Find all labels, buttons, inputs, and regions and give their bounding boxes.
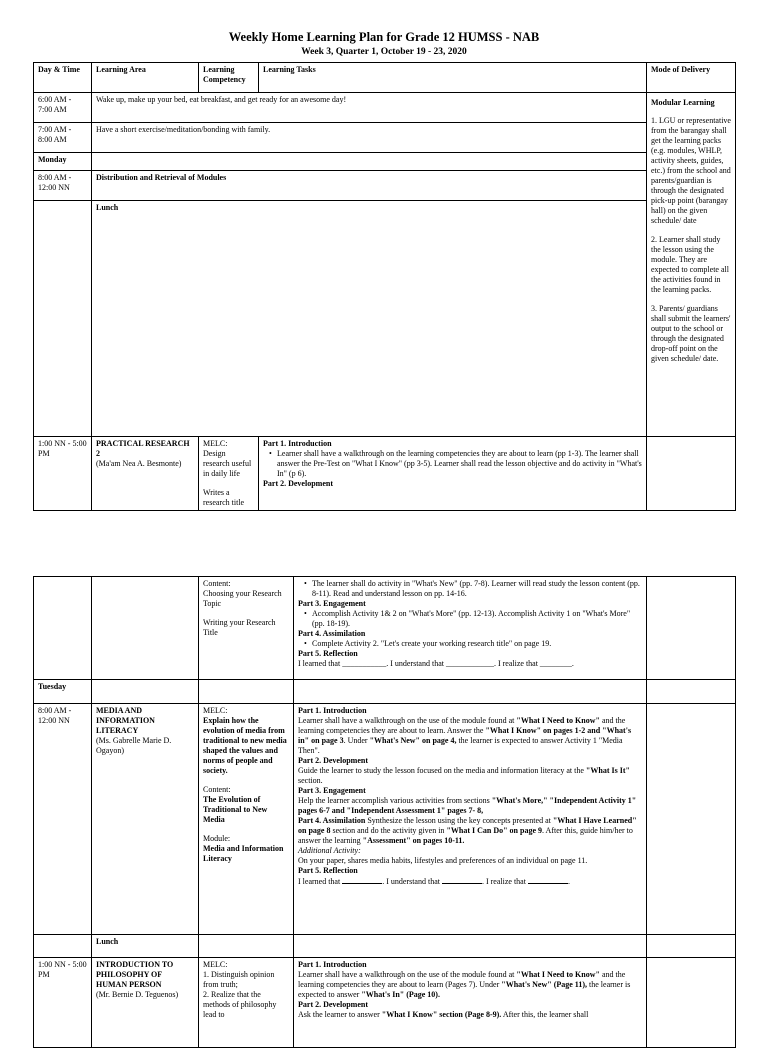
mode-step-3: 3. Parents/ guardians shall submit the learners' output to the school or through the designated drop-off point on the given schedule/ date. (651, 304, 731, 363)
teacher-name: (Ms. Gabrelle Marie D. Ogayon) (96, 736, 172, 755)
module-label: Module: (203, 834, 231, 843)
row-media-literacy (34, 704, 736, 935)
part-title: Part 2. Development (263, 479, 333, 488)
task-bullet: • Learner shall have a walkthrough on the learning competencies they are about to learn (pp 1-3). The learner shall answer the Pre-Test on "What I Know" (pp 3-5). Learner shall read the lesson objective and do activity in "What's In" (p 6). (269, 449, 642, 478)
lunch-label: Lunch (92, 201, 647, 437)
part-title: Part 5. Reflection (298, 866, 358, 875)
part-title: Part 1. Introduction (298, 706, 367, 715)
content-label: Content: (203, 579, 231, 588)
activity-cell: Have a short exercise/meditation/bonding with family. (92, 123, 647, 153)
melc-text: 2. Realize that the methods of philosophy lead to (203, 990, 277, 1019)
subject-cell (92, 437, 199, 511)
empty-cell (647, 958, 736, 1048)
text-run: "Assessment" on pages 10-11. (362, 836, 465, 845)
text-run: . I understand that (382, 877, 442, 886)
task-paragraph (298, 766, 642, 786)
subject-name: PRACTICAL RESEARCH 2 (96, 439, 190, 458)
header-learning-competency: Learning Competency (199, 63, 259, 93)
row-monday (34, 153, 736, 171)
empty-cell (294, 935, 647, 958)
content-text: Choosing your Research Topic (203, 589, 282, 608)
text-run: Ask the learner to answer (298, 1010, 382, 1019)
part-title: Part 1. Introduction (263, 439, 332, 448)
text-run: section. (298, 776, 323, 785)
task-paragraph (298, 796, 642, 816)
empty-cell (92, 680, 199, 704)
row-wake-up (34, 93, 736, 123)
module-text: Media and Information Literacy (203, 844, 284, 863)
task-paragraph (298, 816, 642, 846)
part-title: Part 5. Reflection (298, 649, 358, 658)
task-paragraph (298, 716, 642, 756)
content-label: Content: (203, 785, 231, 794)
empty-cell (92, 577, 199, 680)
text-run: "What's More," "Independent Activity 1" pages 6-7 and "Independent Assessment 1" pages 7- 8, (298, 796, 637, 815)
time-cell: 7:00 AM - 8:00 AM (34, 123, 92, 153)
tasks-cell (259, 437, 647, 511)
text-run: "What I Have Learned" on page 8 (298, 816, 637, 835)
time-cell: 1:00 NN - 5:00 PM (34, 437, 92, 511)
melc-text: Explain how the evolution of media from traditional to new media shaped the values and norms of people and society. (203, 716, 287, 775)
part-title: Part 2. Development (298, 756, 368, 765)
text-run: Learner shall have a walkthrough on the use of the module found at (298, 716, 517, 725)
melc-text: Writes a research title (203, 488, 245, 507)
text-run: Learner shall have a walkthrough on the use of the module found at (298, 970, 517, 979)
text-run: and the learning competencies they are about to learn (Pages 7). Under (298, 970, 626, 989)
blank-line (342, 876, 382, 884)
task-bullet: • Accomplish Activity 1& 2 on "What's More" (pp. 12-13). Accomplish Activity 1 on "What's More" (pp. 18-19). (304, 609, 631, 628)
activity-cell: Wake up, make up your bed, eat breakfast, and get ready for an awesome day! (92, 93, 647, 123)
row-lunch (34, 201, 736, 437)
text-run: "What's New" (Page 11), (501, 980, 588, 989)
empty-cell (34, 577, 92, 680)
row-philosophy (34, 958, 736, 1048)
mode-of-delivery-cell (647, 93, 736, 437)
text-run: "What's In" (Page 10). (361, 990, 440, 999)
competency-cell (199, 437, 259, 511)
time-cell: 1:00 NN - 5:00 PM (34, 958, 92, 1048)
task-text: Accomplish Activity 1& 2 on "What's More" (pp. 12-13). Accomplish Activity 1 on "What's More" (pp. 18-19). (312, 609, 631, 628)
competency-cell (199, 704, 294, 935)
row-modules (34, 171, 736, 201)
header-day-time: Day & Time (34, 63, 92, 93)
text-run: "What's New" on page 4, (369, 736, 457, 745)
content-text: The Evolution of Traditional to New Media (203, 795, 268, 824)
subject-cell (92, 704, 199, 935)
part-title: Part 4. Assimilation (298, 629, 366, 638)
empty-cell (647, 437, 736, 511)
text-run: the learner is expected to answer (298, 980, 631, 999)
task-text: Learner shall have a walkthrough on the learning competencies they are about to learn (pp 1-3). The learner shall answer the Pre-Test on "What I Know" (pp 3-5). Learner shall read the lesson objective and do activity in "What's In" (p 6). (277, 449, 642, 478)
additional-activity-text: On your paper, shares media habits, lifestyles and preferences of an individual on page 11. (298, 856, 588, 865)
empty-cell (294, 680, 647, 704)
task-text: Complete Activity 2. "Let's create your working research title" on page 19. (312, 639, 552, 648)
row-lunch-2 (34, 935, 736, 958)
day-label: Monday (34, 153, 92, 171)
text-run: . After this, guide him/her to answer the learning (298, 826, 633, 845)
mode-step-1: 1. LGU or representative from the barangay shall get the learning packs (e.g. modules, WHLP, activity sheets, guides, etc.) from the school and parents/guardian is through the designated pick-up point (barangay hall) on the given schedule/ date (651, 116, 731, 225)
text-run: . I realize that (481, 877, 528, 886)
document-title: Weekly Home Learning Plan for Grade 12 HUMSS - NAB (228, 30, 540, 44)
melc-label: MELC: (203, 960, 228, 969)
empty-cell (647, 935, 736, 958)
plan-table-page-2 (33, 576, 736, 1048)
text-run: "What Is It" (585, 766, 630, 775)
text-run: section and do the activity given in (330, 826, 447, 835)
text-run: and the learning competencies they are about to learn. Answer the (298, 716, 626, 735)
text-run: Guide the learner to study the lesson focused on the media and information literacy at the (298, 766, 586, 775)
tasks-cell (294, 577, 647, 680)
text-run: the learner is expected to answer Activity 1 "Media Then". (298, 736, 623, 755)
row-practical-research-continued (34, 577, 736, 680)
empty-cell (199, 935, 294, 958)
part-title: Part 3. Engagement (298, 786, 366, 795)
subject-name: MEDIA AND INFORMATION LITERACY (96, 706, 155, 735)
text-run: "What I Need to Know" (516, 970, 600, 979)
part-title: Part 3. Engagement (298, 599, 366, 608)
day-label: Tuesday (34, 680, 92, 704)
part-title: Part 1. Introduction (298, 960, 367, 969)
melc-label: MELC: (203, 706, 228, 715)
empty-cell (34, 935, 92, 958)
part-title: Part 4. Assimilation (298, 816, 366, 825)
empty-cell (34, 201, 92, 437)
part-title: Part 2. Development (298, 1000, 368, 1009)
content-text: Writing your Research Title (203, 618, 276, 637)
blank-line (442, 876, 482, 884)
mode-step-2: 2. Learner shall study the lesson using the module. They are expected to complete all the activities found in the learning packs. (651, 235, 729, 294)
header-learning-area: Learning Area (92, 63, 199, 93)
melc-text: Design research useful in daily life (203, 449, 252, 478)
text-run: "What I Know" section (Page 8-9). (381, 1010, 502, 1019)
task-bullet: • The learner shall do activity in "What's New" (pp. 7-8). Learner will read study the lesson content (pp. 8-11). Read and understand lesson on pp. 14-16. (304, 579, 640, 598)
row-tuesday (34, 680, 736, 704)
time-cell: 8:00 AM - 12:00 NN (34, 704, 92, 935)
text-run: "What I Can Do" on page 9 (446, 826, 542, 835)
text-run: After this, the learner shall (501, 1010, 589, 1019)
text-run: Help the learner accomplish various activities from sections (298, 796, 492, 805)
plan-table-page-1 (33, 62, 736, 511)
teacher-name: (Ma'am Nea A. Besmonte) (96, 459, 182, 468)
text-run: "What I Know" on pages 1-2 and "What's in" on page 3 (298, 726, 632, 745)
melc-label: MELC: (203, 439, 228, 448)
row-practical-research (34, 437, 736, 511)
subject-cell (92, 958, 199, 1048)
activity-cell: Distribution and Retrieval of Modules (92, 171, 647, 201)
tasks-cell (294, 704, 647, 935)
blank-line (528, 876, 568, 884)
content-cell (199, 577, 294, 680)
empty-cell (647, 704, 736, 935)
header-mode-of-delivery: Mode of Delivery (647, 63, 736, 93)
time-cell: 8:00 AM - 12:00 NN (34, 171, 92, 201)
empty-cell (199, 680, 294, 704)
header-learning-tasks: Learning Tasks (259, 63, 647, 93)
competency-cell (199, 958, 294, 1048)
reflection-text (298, 876, 642, 887)
tasks-cell (294, 958, 647, 1048)
empty-cell (647, 680, 736, 704)
task-paragraph (298, 1010, 642, 1020)
task-paragraph (298, 970, 642, 1000)
text-run: . Under (343, 736, 370, 745)
text-run: Synthesize the lesson using the key concepts presented at (365, 816, 553, 825)
task-bullet: • Complete Activity 2. "Let's create your working research title" on page 19. (304, 639, 552, 648)
reflection-text: I learned that ___________. I understand that ____________. I realize that ________. (298, 659, 574, 668)
text-run: . (567, 877, 570, 886)
mode-title: Modular Learning (651, 98, 715, 107)
row-exercise (34, 123, 736, 153)
header-row (34, 63, 736, 93)
task-text: The learner shall do activity in "What's New" (pp. 7-8). Learner will read study the lesson content (pp. 8-11). Read and understand lesson on pp. 14-16. (312, 579, 640, 598)
empty-cell (92, 153, 647, 171)
text-run: I learned that (298, 877, 343, 886)
time-cell: 6:00 AM - 7:00 AM (34, 93, 92, 123)
text-run: "What I Need to Know" (516, 716, 600, 725)
empty-cell (647, 577, 736, 680)
teacher-name: (Mr. Bernie D. Teguenos) (96, 990, 179, 999)
document-subtitle: Week 3, Quarter 1, October 19 - 23, 2020 (301, 47, 467, 57)
melc-text: 1. Distinguish opinion from truth; (203, 970, 275, 989)
subject-name: INTRODUCTION TO PHILOSOPHY OF HUMAN PERSON (96, 960, 174, 989)
lunch-label: Lunch (92, 935, 199, 958)
additional-activity-label: Additional Activity: (298, 846, 361, 855)
